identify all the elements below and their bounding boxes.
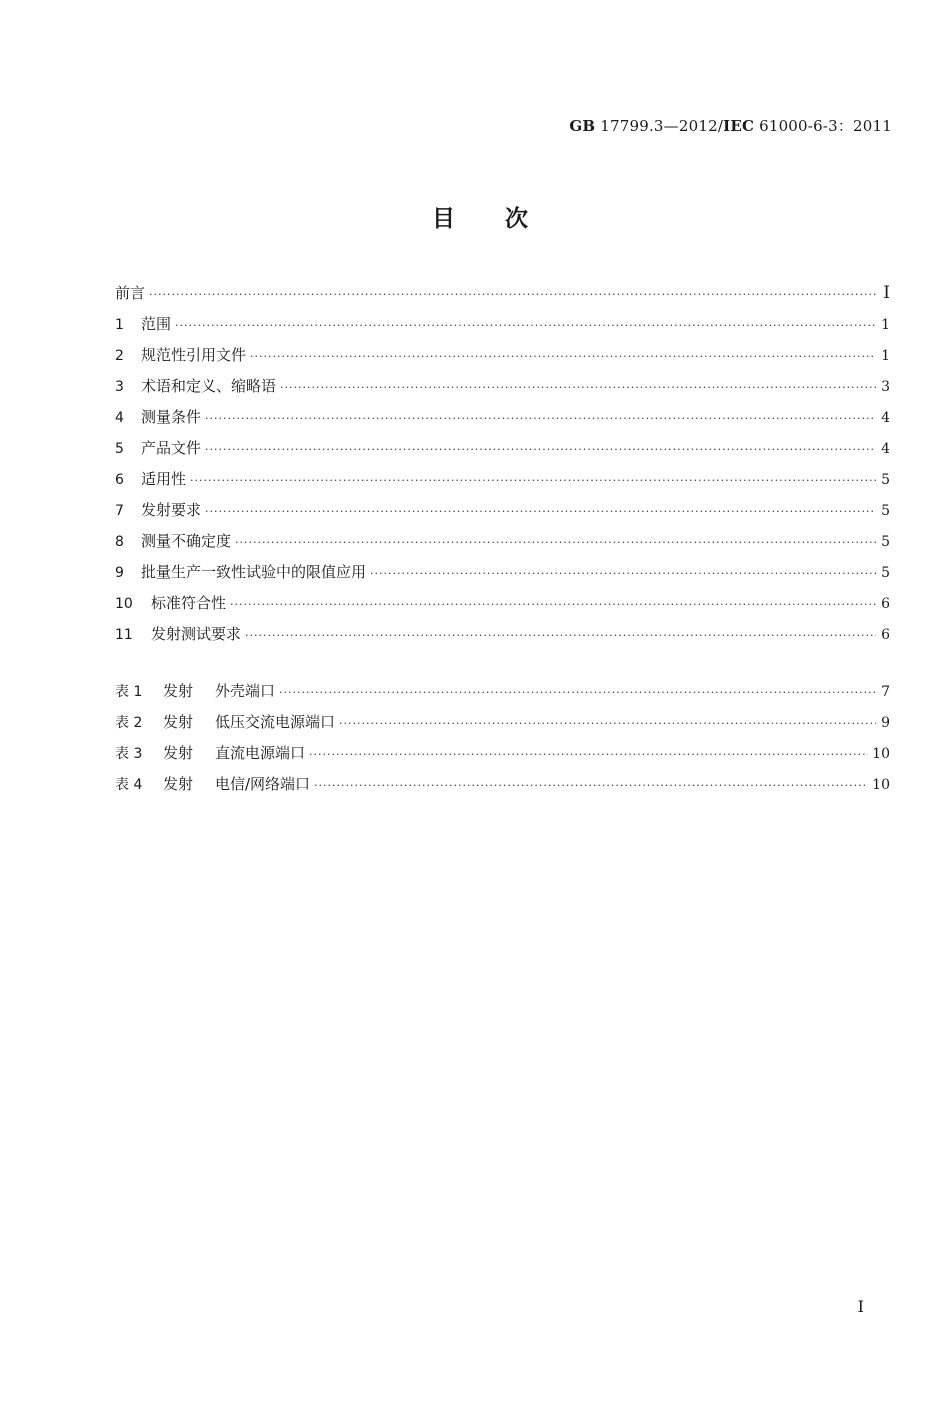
- toc-entry-11[interactable]: [115, 623, 890, 654]
- toc-entry-page: 5: [881, 503, 890, 519]
- toc-table-category: 发射: [163, 713, 194, 731]
- toc-main-list: [115, 282, 890, 654]
- footer-page-number: I: [857, 1297, 864, 1316]
- toc-entry-number: 9: [115, 565, 124, 581]
- toc-table-2[interactable]: [115, 711, 890, 742]
- toc-entry-label: 适用性: [141, 470, 187, 488]
- toc-table-category: 发射: [163, 744, 194, 762]
- toc-table-number: 表 3: [115, 746, 143, 762]
- page-title: 目次: [432, 206, 578, 232]
- toc-entry-number: 4: [115, 410, 124, 426]
- toc-entry-label: 发射测试要求: [151, 625, 242, 643]
- toc-leader: [279, 686, 876, 699]
- toc-entry-page: 5: [881, 565, 890, 581]
- toc-table-1[interactable]: [115, 680, 890, 711]
- toc-leader: [309, 748, 868, 761]
- toc-entry-page: 4: [881, 410, 890, 426]
- toc-entry-page: 5: [881, 472, 890, 488]
- toc-table-3[interactable]: [115, 742, 890, 773]
- toc-table-page: 10: [872, 746, 890, 762]
- toc-leader: [205, 443, 876, 456]
- toc-entry-page: 4: [881, 441, 890, 457]
- toc-entry-label: 发射要求: [141, 501, 202, 519]
- iec-prefix: IEC: [723, 117, 755, 135]
- toc-entry-6[interactable]: [115, 468, 890, 499]
- toc-leader: [250, 350, 876, 363]
- toc-entry-page: 5: [881, 534, 890, 550]
- toc-table-number: 表 1: [115, 684, 143, 700]
- toc-entry-number: 3: [115, 379, 124, 395]
- toc-entry-label: 标准符合性: [151, 594, 227, 612]
- toc-entry-label: 范围: [141, 315, 172, 333]
- toc-leader: [339, 717, 876, 730]
- toc-leader: [190, 474, 876, 487]
- toc-entry-1[interactable]: [115, 313, 890, 344]
- toc-table-label: 外壳端口: [215, 682, 276, 700]
- gb-prefix: GB: [569, 117, 596, 135]
- toc-leader: [149, 288, 876, 301]
- toc-entry-page: Ⅰ: [883, 283, 890, 303]
- toc-entry-number: 10: [115, 596, 133, 612]
- toc-table-number: 表 2: [115, 715, 143, 731]
- toc-entry-page: 3: [881, 379, 890, 395]
- toc-table-label: 电信/网络端口: [215, 775, 311, 793]
- toc-entry-label: 前言: [115, 284, 146, 302]
- toc-table-page: 10: [872, 777, 890, 793]
- iec-number: 61000-6-3：2011: [759, 117, 892, 135]
- toc-entry-3[interactable]: [115, 375, 890, 406]
- toc-table-category: 发射: [163, 775, 194, 793]
- toc-leader: [205, 505, 876, 518]
- toc-entry-number: 5: [115, 441, 124, 457]
- toc-entry-number: 11: [115, 627, 133, 643]
- toc-leader: [280, 381, 876, 394]
- toc-entry-number: 2: [115, 348, 124, 364]
- toc-leader: [235, 536, 876, 549]
- toc-entry-label: 术语和定义、缩略语: [141, 377, 277, 395]
- toc-table-label: 低压交流电源端口: [215, 713, 336, 731]
- toc-entry-5[interactable]: [115, 437, 890, 468]
- toc-table-page: 7: [881, 684, 890, 700]
- toc-entry-number: 7: [115, 503, 124, 519]
- toc-entry-8[interactable]: [115, 530, 890, 561]
- toc-entry-label: 批量生产一致性试验中的限值应用: [141, 563, 367, 581]
- toc-leader: [205, 412, 876, 425]
- gb-number: 17799.3—2012/: [600, 117, 724, 135]
- toc-entry-2[interactable]: [115, 344, 890, 375]
- toc-table-page: 9: [881, 715, 890, 731]
- toc-entry-page: 1: [881, 348, 890, 364]
- toc-entry-number: 8: [115, 534, 124, 550]
- toc-table-label: 直流电源端口: [215, 744, 306, 762]
- toc-entry-number: 1: [115, 317, 124, 333]
- toc-entry-label: 测量不确定度: [141, 532, 232, 550]
- standard-number: [569, 115, 892, 136]
- toc-leader: [245, 629, 876, 642]
- toc-entry-page: 6: [881, 596, 890, 612]
- toc-entry-label: 测量条件: [141, 408, 202, 426]
- toc-entry-label: 产品文件: [141, 439, 202, 457]
- toc-table-category: 发射: [163, 682, 194, 700]
- toc-table-number: 表 4: [115, 777, 143, 793]
- toc-tables-list: [115, 680, 890, 804]
- toc-table-4[interactable]: [115, 773, 890, 804]
- toc-leader: [175, 319, 876, 332]
- toc-leader: [230, 598, 876, 611]
- toc-entry-10[interactable]: [115, 592, 890, 623]
- toc-entry-number: 6: [115, 472, 124, 488]
- toc-entry-foreword[interactable]: [115, 282, 890, 313]
- toc-entry-label: 规范性引用文件: [141, 346, 247, 364]
- toc-entry-7[interactable]: [115, 499, 890, 530]
- toc-leader: [314, 779, 868, 792]
- toc-entry-9[interactable]: [115, 561, 890, 592]
- toc-entry-page: 6: [881, 627, 890, 643]
- toc-entry-4[interactable]: [115, 406, 890, 437]
- toc-entry-page: 1: [881, 317, 890, 333]
- toc-leader: [370, 567, 876, 580]
